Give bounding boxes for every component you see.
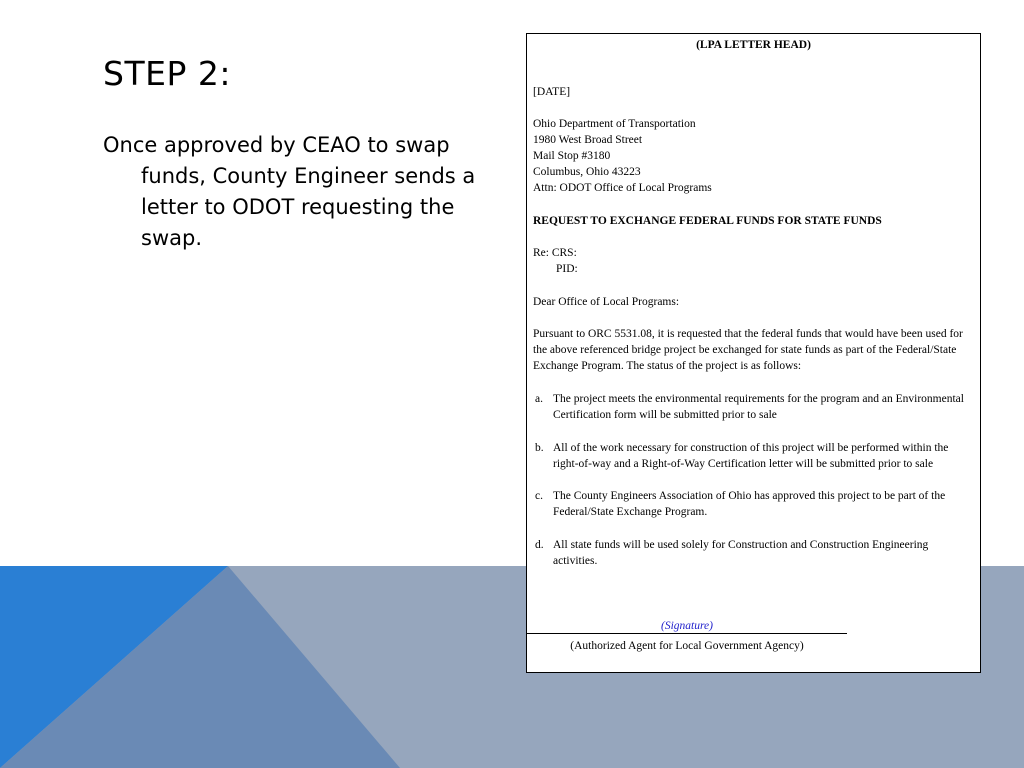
list-item bbox=[535, 488, 972, 520]
address-line: Columbus, Ohio 43223 bbox=[533, 166, 641, 178]
address-line: Ohio Department of Transportation bbox=[533, 118, 696, 130]
list-marker: b. bbox=[535, 442, 544, 454]
re-crs: Re: CRS: bbox=[533, 247, 577, 259]
salutation: Dear Office of Local Programs: bbox=[533, 296, 680, 308]
list-text: All state funds will be used solely for Construction and Construction Engineering activities. bbox=[553, 539, 929, 568]
re-pid: PID: bbox=[556, 263, 578, 275]
list-item bbox=[535, 440, 972, 472]
list-marker: a. bbox=[535, 393, 543, 405]
address-line: Mail Stop #3180 bbox=[533, 150, 611, 162]
slide-body: Once approved by CEAO to swap funds, County Engineer sends a letter to ODOT requesting the swap. bbox=[103, 133, 476, 250]
list-text: The County Engineers Association of Ohio has approved this project to be part of the Federal/State Exchange Program. bbox=[553, 490, 946, 519]
letter-date: [DATE] bbox=[533, 86, 571, 98]
address-line: 1980 West Broad Street bbox=[533, 134, 643, 146]
letter-subject: REQUEST TO EXCHANGE FEDERAL FUNDS FOR STATE FUNDS bbox=[533, 215, 882, 227]
address-line: Attn: ODOT Office of Local Programs bbox=[533, 182, 712, 194]
signature-line bbox=[527, 633, 847, 634]
slide-title: STEP 2: bbox=[103, 54, 231, 93]
list-marker: d. bbox=[535, 539, 544, 551]
list-item bbox=[535, 537, 972, 569]
letter-document bbox=[526, 33, 981, 673]
intro-paragraph: Pursuant to ORC 5531.08, it is requested that the federal funds that would have been used for the above referenced bridge project be exchanged for state funds as part of the Federal/State Exchange Program. The status of the project is as follows: bbox=[533, 328, 963, 373]
list-text: The project meets the environmental requirements for the program and an Environmental Certification form will be submitted prior to sale bbox=[553, 393, 964, 422]
letterhead: (LPA LETTER HEAD) bbox=[696, 39, 811, 51]
signature-caption: (Authorized Agent for Local Government Agency) bbox=[570, 640, 804, 652]
list-marker: c. bbox=[535, 490, 543, 502]
signature-label: (Signature) bbox=[661, 620, 713, 632]
list-text: All of the work necessary for construction of this project will be performed within the right-of-way and a Right-of-Way Certification letter will be submitted prior to sale bbox=[553, 442, 949, 471]
list-item bbox=[535, 391, 972, 423]
